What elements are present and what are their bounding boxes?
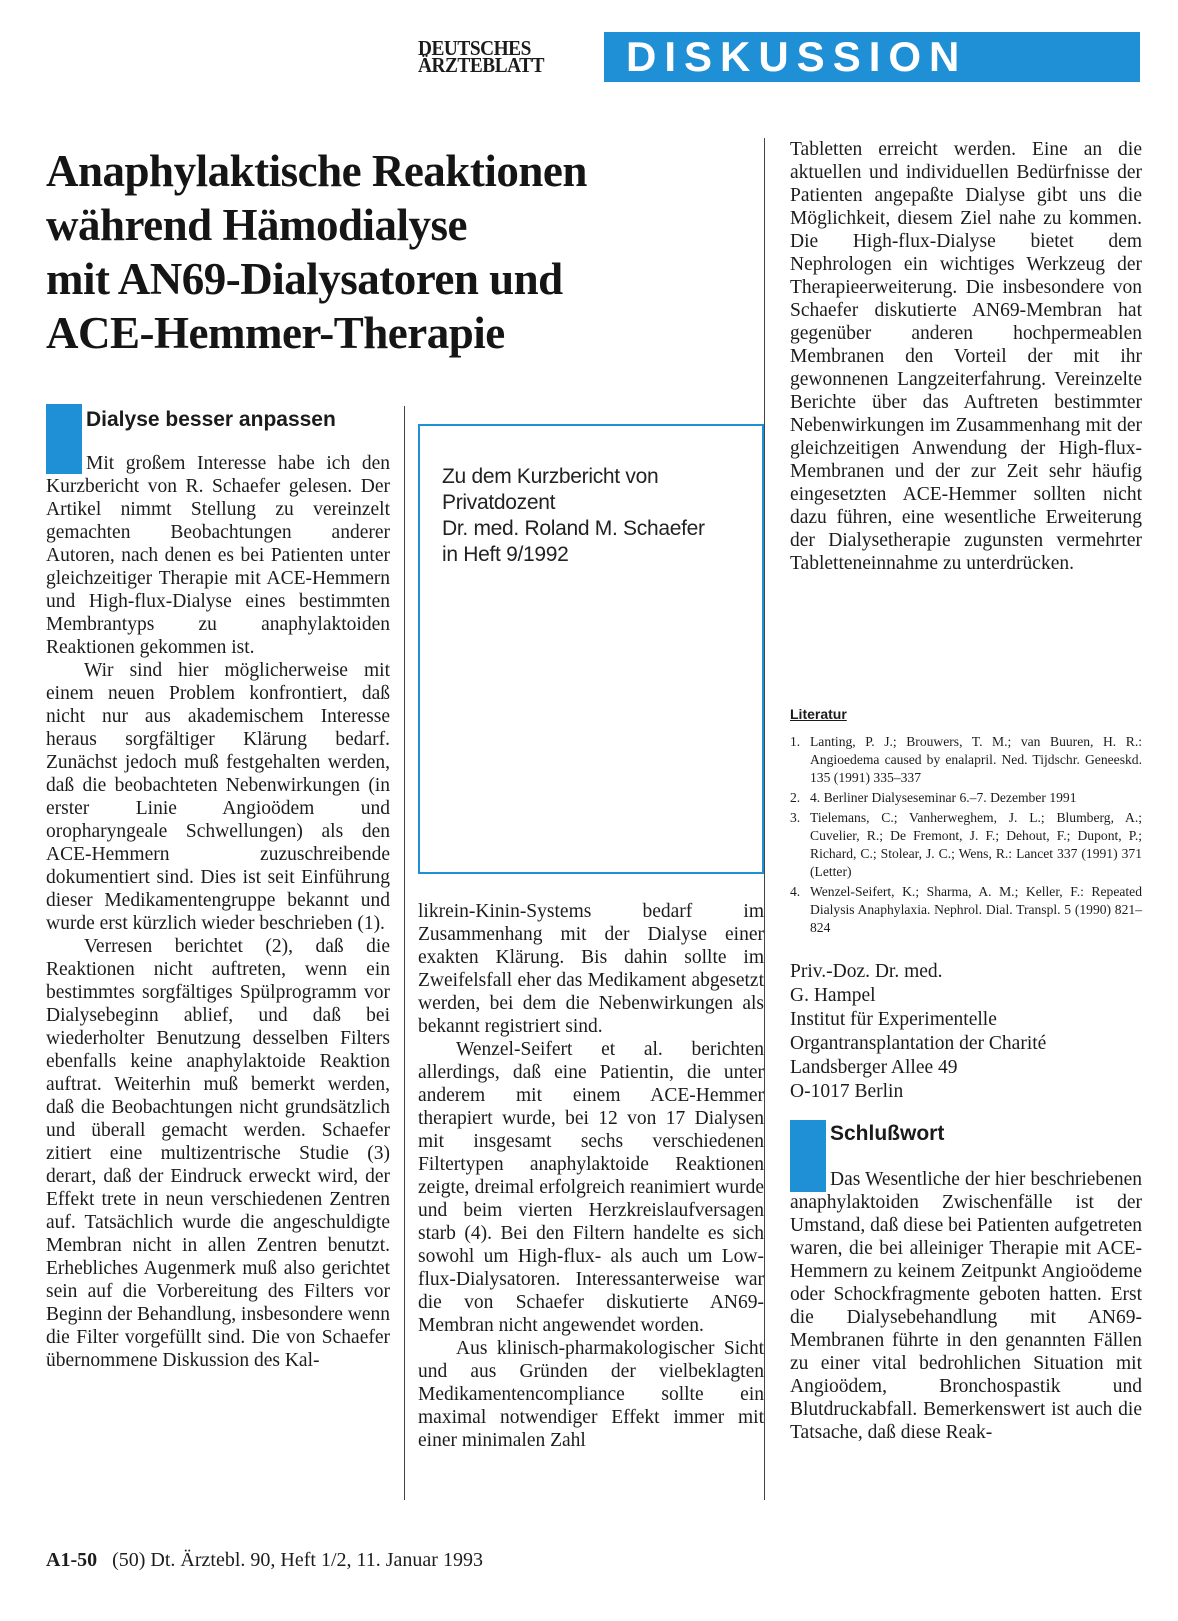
- info-line: Dr. med. Roland M. Schaefer: [442, 517, 705, 540]
- address-line: Organtransplantation der Charité: [790, 1033, 1047, 1054]
- paragraph: Wenzel-Seifert et al. berichten allerdings, daß eine Patientin, die unter anderem mit einem ACE-Hemmer therapiert wurde, bei 12 von 17 Dialysen mit insgesamt sechs verschiedenen Filtertypen anaphylaktoide Reaktionen zeigte, dreimal erfolgreich reanimiert wurde und beim vierten Herzkreislaufversagen starb (4). Bei den Filtern handelte es sich sowohl um High-flux- als auch um Low-flux-Dialysatoren. Interessanterweise war die von Schaefer diskutierte AN69-Membran nicht angewendet worden.: [418, 1039, 764, 1336]
- page-number: A1-50: [46, 1549, 98, 1571]
- info-box-text: [442, 464, 762, 568]
- column-rule-left: [404, 406, 405, 1500]
- address-line: Landsberger Allee 49: [790, 1057, 958, 1078]
- masthead-logo: [418, 36, 588, 77]
- column-rule-right: [764, 138, 765, 1500]
- paragraph: Wir sind hier möglicherweise mit einem neuen Problem konfrontiert, daß nicht nur aus akademischem Interesse heraus sorgfältiger Klärung bedarf. Zunächst jedoch muß festgehalten werden, daß die beobachteten Nebenwirkungen (in erster Linie Angioödem und oropharyngeale Schwellungen) als den ACE-Hemmern zuzuschreibende dokumentiert sind. Dies ist seit Einführung dieser Medikamentengruppe bekannt und wurde erst kürzlich wieder beschrieben (1).: [46, 660, 390, 934]
- info-line: Privatdozent: [442, 491, 556, 514]
- literature-item: 3. Tielemans, C.; Vanherweghem, J. L.; Blumberg, A.; Cuvelier, R.; De Fremont, J. F.; Dehout, F.; Dupont, P.; Richard, C.; Stolear, J. C.; Wens, R.: Lancet 337 (1991) 371 (Letter): [790, 810, 1142, 879]
- paragraph: Mit großem Interesse habe ich den Kurzbericht von R. Schaefer gelesen. Der Artikel nimmt Stellung zu vereinzelt gemachten Beobachtungen anderer Autoren, nach denen es bei Patienten unter gleichzeitiger Therapie mit ACE-Hemmern und High-flux-Dialyse eines bestimmten Membrantyps zu anaphylaktoiden Reaktionen gekommen ist.: [46, 453, 390, 658]
- section2-heading: Schlußwort: [830, 1122, 945, 1145]
- title-line2: während Hämodialyse: [46, 200, 467, 250]
- column-3-lower: [790, 1168, 1142, 1444]
- literature-item: 4. Wenzel-Seifert, K.; Sharma, A. M.; Keller, F.: Repeated Dialysis Anaphylaxia. Nephrol. Dial. Transpl. 5 (1990) 821–824: [790, 884, 1142, 935]
- citation: (50) Dt. Ärztebl. 90, Heft 1/2, 11. Januar 1993: [112, 1549, 483, 1571]
- literature-item: 1. Lanting, P. J.; Brouwers, T. M.; van Buuren, H. R.: Angioedema caused by enalapril. Ned. Tijdschr. Geneeskd. 135 (1991) 335–337: [790, 734, 1142, 785]
- column-2: [418, 900, 764, 1452]
- info-box: [418, 424, 764, 874]
- paragraph: Tabletten erreicht werden. Eine an die aktuellen und individuellen Bedürfnisse der Patienten angepaßte Dialyse gibt uns die Möglichkeit, diesem Ziel nahe zu kommen. Die High-flux-Dialyse bietet dem Nephrologen ein wichtiges Werkzeug der Therapieerweiterung. Die insbesondere von Schaefer diskutierte AN69-Membran hat gegenüber anderen hochpermeablen Membranen den Vorteil der mit ihr gewonnenen Langzeiterfahrung. Vereinzelte Berichte über das Auftreten bestimmter Nebenwirkungen im Zusammenhang mit der gleichzeitigen Anwendung der High-flux-Membranen und der zur Zeit sehr häufig eingesetzten ACE-Hemmer sollten nicht dazu führen, eine wesentliche Erweiterung der Dialysetherapie zugunsten vermehrter Tabletteneinnahme zu unterdrücken.: [790, 139, 1142, 574]
- section-banner: [604, 32, 1140, 82]
- author-address: [790, 960, 1142, 1104]
- masthead-line1: DEUTSCHES: [418, 36, 531, 60]
- article-title: [46, 144, 736, 360]
- section-label: DISKUSSION: [626, 33, 968, 80]
- title-line4: ACE-Hemmer-Therapie: [46, 308, 505, 358]
- address-line: Institut für Experimentelle: [790, 1009, 997, 1030]
- literature-list: [790, 733, 1142, 939]
- title-line1: Anaphylaktische Reaktionen: [46, 146, 587, 196]
- literature-heading: Literatur: [790, 706, 847, 722]
- info-line: in Heft 9/1992: [442, 543, 569, 566]
- address-line: G. Hampel: [790, 985, 876, 1006]
- info-line: Zu dem Kurzbericht von: [442, 465, 659, 488]
- page-footer: [46, 1549, 483, 1572]
- paragraph: Verresen berichtet (2), daß die Reaktionen nicht auftreten, wenn ein bestimmtes sorgfältiges Spülprogramm vor Dialysebeginn ablief, und daß bei wiederholter Benutzung desselben Filters ebenfalls keine anaphylaktoide Reaktion auftrat. Weiterhin muß bemerkt werden, daß die Beobachtungen nicht grundsätzlich und überall gemacht werden. Schaefer zitiert eine multizentrische Studie (3) derart, daß der Eindruck erweckt wird, der Effekt trete in neun verschiedenen Zentren auf. Tatsächlich wurde die angeschuldigte Membran nicht in allen Zentren benutzt. Erhebliches Augenmerk muß also gerichtet sein auf die Vorbereitung des Filters vor Beginn der Behandlung, insbesondere wenn die Filter vorgefüllt sind. Die von Schaefer übernommene Diskussion des Kal-: [46, 936, 390, 1371]
- column-1: [46, 452, 390, 1372]
- column-3: [790, 138, 1142, 575]
- masthead-line2: ÄRZTEBLATT: [418, 53, 545, 77]
- title-line3: mit AN69-Dialysatoren und: [46, 254, 563, 304]
- section1-heading: Dialyse besser anpassen: [86, 408, 336, 431]
- address-line: O-1017 Berlin: [790, 1081, 904, 1102]
- paragraph: likrein-Kinin-Systems bedarf im Zusammenhang mit der Dialyse einer exakten Klärung. Bis dahin sollte im Zweifelsfall eher das Medikament abgesetzt werden, bei dem die Nebenwirkungen als bekannt registriert sind.: [418, 901, 764, 1037]
- paragraph: Das Wesentliche der hier beschriebenen anaphylaktoiden Zwischenfälle ist der Umstand, daß diese bei Patienten aufgetreten waren, die bei alleiniger Therapie mit ACE-Hemmern zu keinem Zeitpunkt Angioödeme oder Schockfragmente geboten hatten. Erst die Dialysebehandlung mit AN69-Membranen führte in den genannten Fällen zu einer vital bedrohlichen Situation mit Angioödem, Bronchospastik und Blutdruckabfall. Bemerkenswert ist auch die Tatsache, daß diese Reak-: [790, 1169, 1142, 1443]
- address-line: Priv.-Doz. Dr. med.: [790, 961, 943, 982]
- paragraph: Aus klinisch-pharmakologischer Sicht und aus Gründen der vielbeklagten Medikamentencompliance sollte ein maximal notwendiger Effekt immer mit einer minimalen Zahl: [418, 1338, 764, 1451]
- literature-item: 2. 4. Berliner Dialyseseminar 6.–7. Dezember 1991: [790, 790, 1077, 805]
